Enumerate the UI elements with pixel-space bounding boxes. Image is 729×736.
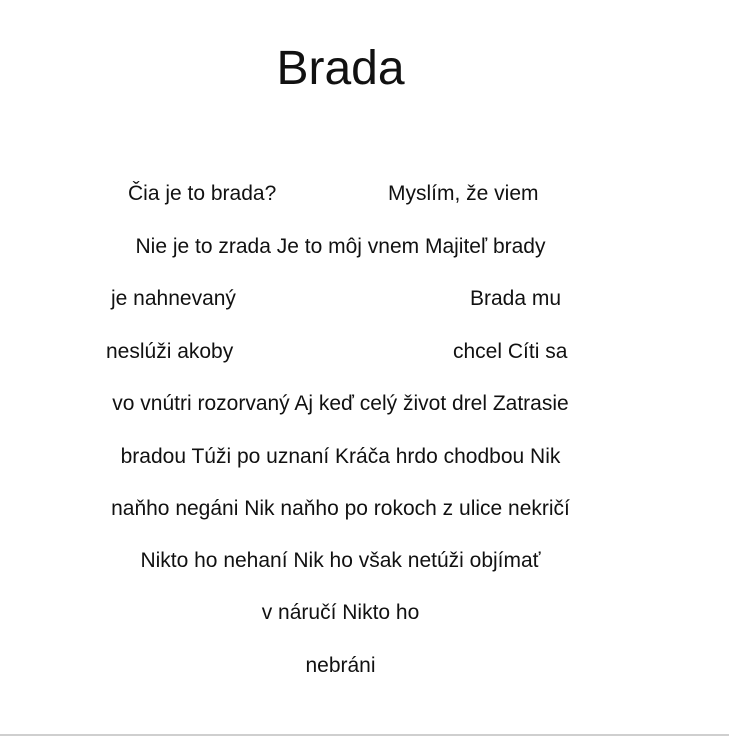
poem-line-2: Nie je to zrada Je to môj vnem Majiteľ brady xyxy=(135,235,546,258)
poem-line-9: v náručí Nikto ho xyxy=(261,601,420,624)
poem-line-4-left: neslúži akoby xyxy=(106,340,234,363)
poem-line-5: vo vnútri rozorvaný Aj keď celý život drel Zatrasie xyxy=(112,392,569,415)
poem-line-6: bradou Túži po uznaní Kráča hrdo chodbou Nik xyxy=(120,445,561,468)
poem-line-7: naňho negáni Nik naňho po rokoch z ulice nekričí xyxy=(111,497,570,520)
poem-line-1-right: Myslím, že viem xyxy=(388,182,539,205)
poem-line-8: Nikto ho nehaní Nik ho však netúži objímať xyxy=(140,549,541,572)
poem-line-3-left: je nahnevaný xyxy=(111,287,236,310)
poem-line-10: nebráni xyxy=(305,654,376,677)
poem-line-3-right: Brada mu xyxy=(470,287,562,310)
poem-line-4-right: chcel Cíti sa xyxy=(453,340,568,363)
poem-title: Brada xyxy=(276,42,405,95)
poem-line-1-left: Čia je to brada? xyxy=(128,182,277,205)
